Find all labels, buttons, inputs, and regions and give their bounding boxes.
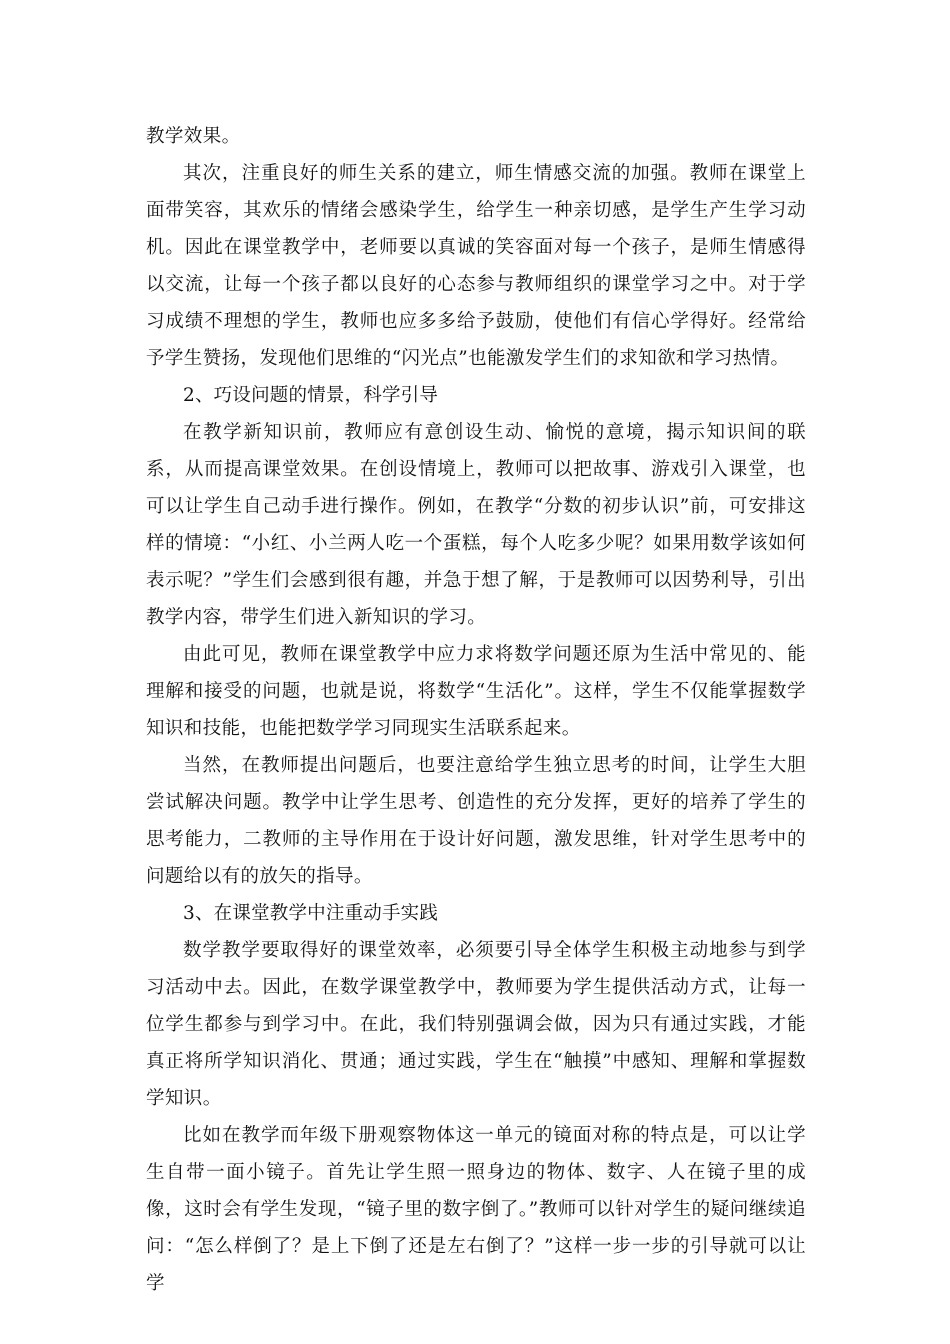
paragraph-hands-on-practice: 数学教学要取得好的课堂效率，必须要引导全体学生积极主动地参与到学习活动中去。因此，在数学课堂教学中，教师要为学生提供活动方式，让每一位学生都参与到学习中。在此，我们特别强调会做，因为只有通过实践，才能真正将所学知识消化、贯通；通过实践，学生在“触摸”中感知、理解和掌握数学知识。 (146, 940, 806, 1109)
paragraph-continuation: 教学效果。 (146, 126, 241, 147)
document-body (146, 118, 806, 1302)
paragraph-teacher-student-relationship: 其次，注重良好的师生关系的建立，师生情感交流的加强。教师在课堂上面带笑容，其欢乐的情绪会感染学生，给学生一种亲切感，是学生产生学习动机。因此在课堂教学中，老师要以真诚的笑容面对每一个孩子，是师生情感得以交流，让每一个孩子都以良好的心态参与教师组织的课堂学习之中。对于学习成绩不理想的学生，教师也应多多给予鼓励，使他们有信心学得好。经常给予学生赞扬，发现他们思维的“闪光点”也能激发学生们的求知欲和学习热情。 (146, 163, 806, 369)
section-heading-3: 3、在课堂教学中注重动手实践 (183, 903, 439, 924)
paragraph-create-situations: 在教学新知识前，教师应有意创设生动、愉悦的意境，揭示知识间的联系，从而提高课堂效果。在创设情境上，教师可以把故事、游戏引入课堂，也可以让学生自己动手进行操作。例如，在教学“分数的初步认识”前，可安排这样的情境：“小红、小兰两人吃一个蛋糕，每个人吃多少呢？如果用数学该如何表示呢？”学生们会感到很有趣，并急于想了解，于是教师可以因势利导，引出教学内容，带学生们进入新知识的学习。 (146, 422, 806, 628)
paragraph-mirror-example: 比如在教学而年级下册观察物体这一单元的镜面对称的特点是，可以让学生自带一面小镜子。首先让学生照一照身边的物体、数字、人在镜子里的成像，这时会有学生发现，“镜子里的数字倒了。”教师可以针对学生的疑问继续追问：“怎么样倒了？是上下倒了还是左右倒了？”这样一步一步的引导就可以让学 (146, 1125, 806, 1294)
section-heading-2: 2、巧设问题的情景，科学引导 (183, 385, 439, 406)
paragraph-math-in-life: 由此可见，教师在课堂教学中应力求将数学问题还原为生活中常见的、能理解和接受的问题，也就是说，将数学“生活化”。这样，学生不仅能掌握数学知识和技能，也能把数学学习同现实生活联系起来。 (146, 644, 806, 739)
paragraph-independent-thinking: 当然，在教师提出问题后，也要注意给学生独立思考的时间，让学生大胆尝试解决问题。教学中让学生思考、创造性的充分发挥，更好的培养了学生的思考能力，二教师的主导作用在于设计好问题，激发思维，针对学生思考中的问题给以有的放矢的指导。 (146, 755, 806, 887)
